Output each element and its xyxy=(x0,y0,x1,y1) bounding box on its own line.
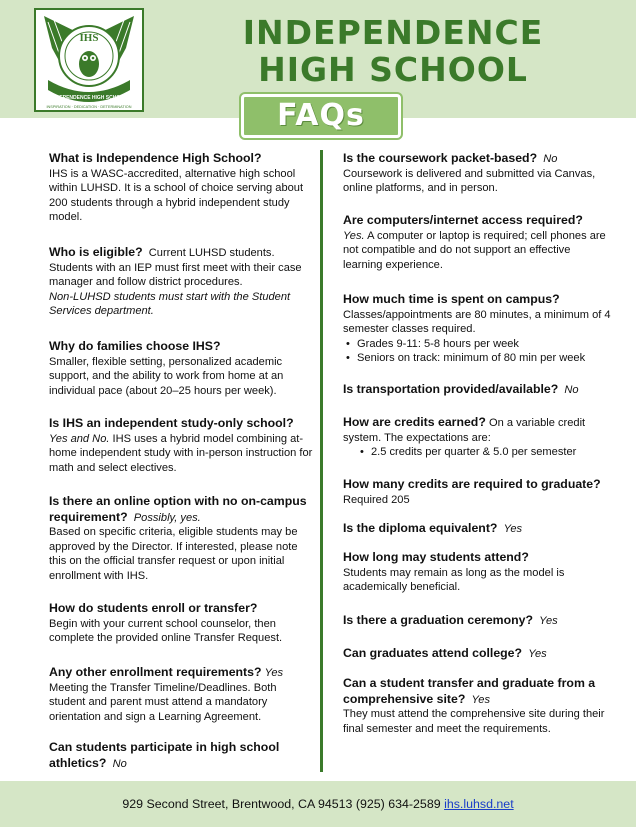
faq-inline-answer: Current LUHSD students. xyxy=(148,247,275,259)
faq-question: Is the coursework packet-based? xyxy=(343,151,538,165)
faq-question: How many credits are required to graduate? xyxy=(343,477,601,491)
faq-answer: They must attend the comprehensive site during their final semester and meet the requirements. xyxy=(343,708,605,735)
faq-item xyxy=(343,382,611,398)
faq-item xyxy=(49,416,315,475)
faq-lead: Yes. xyxy=(343,229,365,242)
faq-answer: IHS is a WASC-accredited, alternative high school within LUHSD. It is a school of choice serving about 200 students through a hybrid independent study model. xyxy=(49,167,304,224)
faq-answer: Based on specific criteria, eligible students may be approved by the Director. If interested, please note this on the official transfer request or upon initial enrollment with IHS. xyxy=(49,526,298,582)
logo-ring-text: INDEPENDENCE HIGH SCHOOL xyxy=(50,95,128,101)
faq-answer: Students may remain as long as the model is academically beneficial. xyxy=(343,566,565,594)
faq-question: What is Independence High School? xyxy=(49,151,262,165)
faq-question: Is IHS an independent study-only school? xyxy=(49,416,294,430)
faq-item xyxy=(49,151,315,225)
faq-item xyxy=(49,665,315,724)
faq-question: How are credits earned? xyxy=(343,415,486,429)
faq-answer: A computer or laptop is required; cell phones are not compatible and do not support an effective learning experience. xyxy=(343,229,606,271)
faq-item xyxy=(49,494,315,584)
faq-lead: Yes xyxy=(539,615,558,627)
logo-bottom-text: INSPIRATION · DEDICATION · DETERMINATION xyxy=(46,105,132,109)
faq-lead: No xyxy=(112,757,127,770)
list-item: • 2.5 credits per quarter & 5.0 per semester xyxy=(343,445,611,460)
faq-question: Is the diploma equivalent? xyxy=(343,521,498,535)
faq-banner-label: FAQs xyxy=(277,98,365,133)
faq-question: How do students enroll or transfer? xyxy=(49,601,258,615)
faq-lead: No xyxy=(543,153,558,165)
faq-answer: IHS uses a hybrid model combining at-home independent study with in-person instruction for math and select electives. xyxy=(49,432,313,474)
faq-question: Why do families choose IHS? xyxy=(49,339,221,353)
list-item: • Grades 9-11: 5-8 hours per week xyxy=(343,337,611,352)
faq-item xyxy=(49,245,315,319)
faq-item xyxy=(343,521,611,537)
school-name-line1: INDEPENDENCE xyxy=(242,13,544,52)
logo-center-text: IHS xyxy=(79,32,99,44)
faq-question: Who is eligible? xyxy=(49,245,143,259)
faq-item xyxy=(343,415,611,460)
faq-banner xyxy=(241,94,401,138)
faq-lead: Yes and No. xyxy=(49,432,110,445)
footer-address: 929 Second Street, Brentwood, CA 94513 (925) 634-2589 xyxy=(122,797,441,811)
faq-question: Is there an online option with no on-campus requirement? xyxy=(49,494,307,524)
faq-inline-answer: Required 205 xyxy=(343,493,410,506)
school-name-line2: HIGH SCHOOL xyxy=(258,50,528,89)
faq-lead: Yes xyxy=(528,648,547,660)
website-link[interactable]: ihs.luhsd.net xyxy=(444,797,514,811)
faq-inline-answer: On a variable credit system. The expectations are: xyxy=(343,417,586,444)
faq-answer: Classes/appointments are 80 minutes, a minimum of 4 semester classes required. xyxy=(343,308,611,336)
faq-answer: Meeting the Transfer Timeline/Deadlines. Both student and parent must attend a mandatory orientation and sign a Learning Agreement. xyxy=(49,681,277,723)
faq-item xyxy=(49,740,315,771)
faq-lead: Yes xyxy=(503,523,523,535)
faq-item xyxy=(343,213,611,272)
faq-question: Can students participate in high school athletics? xyxy=(49,740,280,770)
faq-bullet-list xyxy=(343,337,611,366)
faq-question: How long may students attend? xyxy=(343,550,529,564)
faq-question: Are computers/internet access required? xyxy=(343,213,583,227)
faq-item xyxy=(343,676,611,736)
faq-item xyxy=(343,477,611,507)
column-divider xyxy=(320,150,323,772)
faq-item xyxy=(49,601,315,646)
faq-answer: Coursework is delivered and submitted via Canvas, online platforms, and in person. xyxy=(343,167,596,195)
faq-item xyxy=(343,151,611,196)
list-item: • Seniors on track: minimum of 80 min per week xyxy=(343,351,611,366)
school-name xyxy=(150,14,636,88)
footer xyxy=(0,781,636,827)
faq-lead: Possibly, yes. xyxy=(133,511,201,524)
faq-item xyxy=(49,339,315,398)
faq-answer: Students with an IEP must first meet with their case manager and follow district procedures. xyxy=(49,261,302,289)
faq-item xyxy=(343,292,611,366)
faq-lead: No xyxy=(564,384,579,396)
faq-answer: Smaller, flexible setting, personalized academic support, and the ability to work from home at an individual pace (about 20–25 hours per week). xyxy=(49,355,284,397)
faq-item xyxy=(343,613,611,629)
faq-note: Non-LUHSD students must start with the Student Services department. xyxy=(49,290,291,318)
faq-lead: Yes xyxy=(264,667,284,679)
faq-lead: Yes xyxy=(471,693,491,706)
faq-item xyxy=(343,646,611,662)
owl-crest-icon xyxy=(34,8,144,112)
faq-question: How much time is spent on campus? xyxy=(343,292,560,306)
faq-question: Any other enrollment requirements? xyxy=(49,665,262,679)
faq-question: Is transportation provided/available? xyxy=(343,382,559,396)
faq-question: Can a student transfer and graduate from a comprehensive site? xyxy=(343,676,596,706)
faq-answer: Begin with your current school counselor, then complete the provided online Transfer Request. xyxy=(49,617,283,645)
faq-bullet-list xyxy=(343,445,611,460)
faq-question: Can graduates attend college? xyxy=(343,646,523,660)
faq-question: Is there a graduation ceremony? xyxy=(343,613,533,627)
faq-item xyxy=(343,550,611,595)
